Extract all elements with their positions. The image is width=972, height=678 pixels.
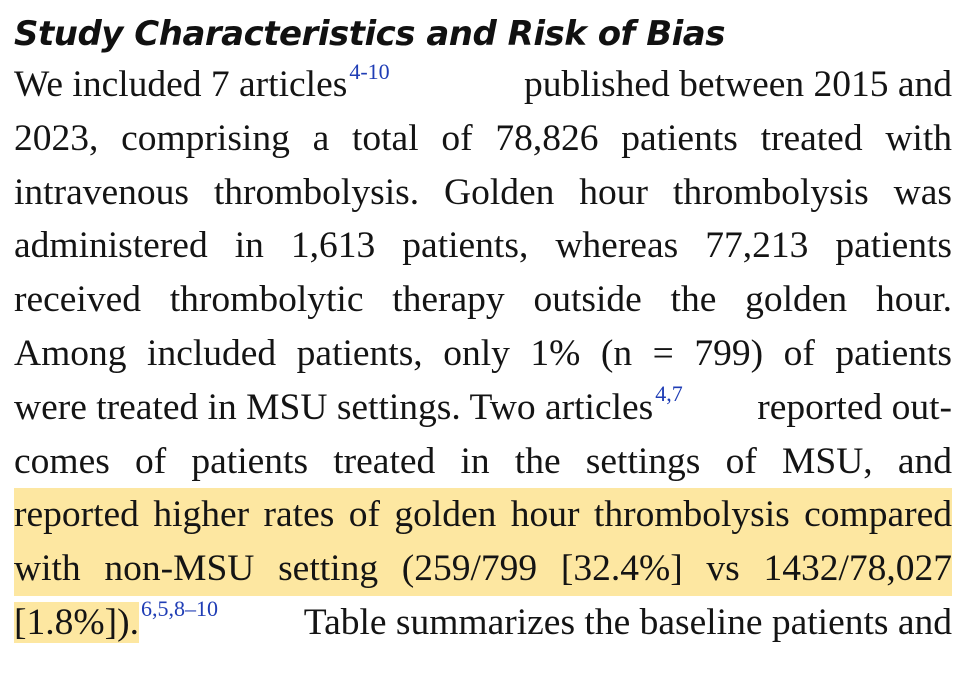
text-line-1 (14, 58, 952, 112)
text-fragment: intravenous thrombolysis. Golden hour thrombolysis was (14, 171, 952, 213)
highlighted-fragment: [1.8%]). (14, 601, 139, 643)
section-heading: Study Characteristics and Risk of Bias (14, 14, 725, 54)
text-fragment: Table summarizes the baseline patients and (303, 601, 952, 643)
text-fragment: were treated in MSU settings. Two articles (14, 386, 654, 428)
text-line-7 (14, 381, 952, 435)
citation-link[interactable]: 4-10 (349, 58, 390, 84)
highlighted-line-9 (14, 488, 952, 542)
text-fragment: administered in 1,613 patients, whereas 77,213 patients (14, 225, 952, 267)
text-fragment: received thrombolytic therapy outside the golden hour. (14, 279, 952, 321)
text-line-6 (14, 327, 952, 381)
text-fragment: reported higher rates of golden hour thrombolysis compared (14, 494, 952, 536)
text-fragment: comes of patients treated in the settings of MSU, and (14, 440, 952, 482)
text-line-3 (14, 166, 952, 220)
text-fragment: Among included patients, only 1% (n = 799) of patients (14, 332, 952, 374)
citation-link[interactable]: 6,5,8–10 (140, 596, 218, 622)
text-line-4 (14, 219, 952, 273)
text-fragment: published between 2015 and (523, 64, 952, 105)
paragraph (14, 58, 952, 650)
text-fragment: reported out- (757, 386, 952, 428)
text-line-5 (14, 273, 952, 327)
article-page (14, 10, 952, 650)
text-fragment: 2023, comprising a total of 78,826 patients treated with (14, 117, 952, 159)
highlighted-line-10 (14, 542, 952, 596)
text-line-8 (14, 435, 952, 489)
text-fragment: We included 7 articles (14, 64, 348, 105)
citation-link[interactable]: 4,7 (655, 381, 683, 407)
text-line-2 (14, 112, 952, 166)
text-line-11 (14, 596, 952, 650)
text-fragment: with non-MSU setting (259/799 [32.4%] vs 1432/78,027 (14, 548, 952, 590)
